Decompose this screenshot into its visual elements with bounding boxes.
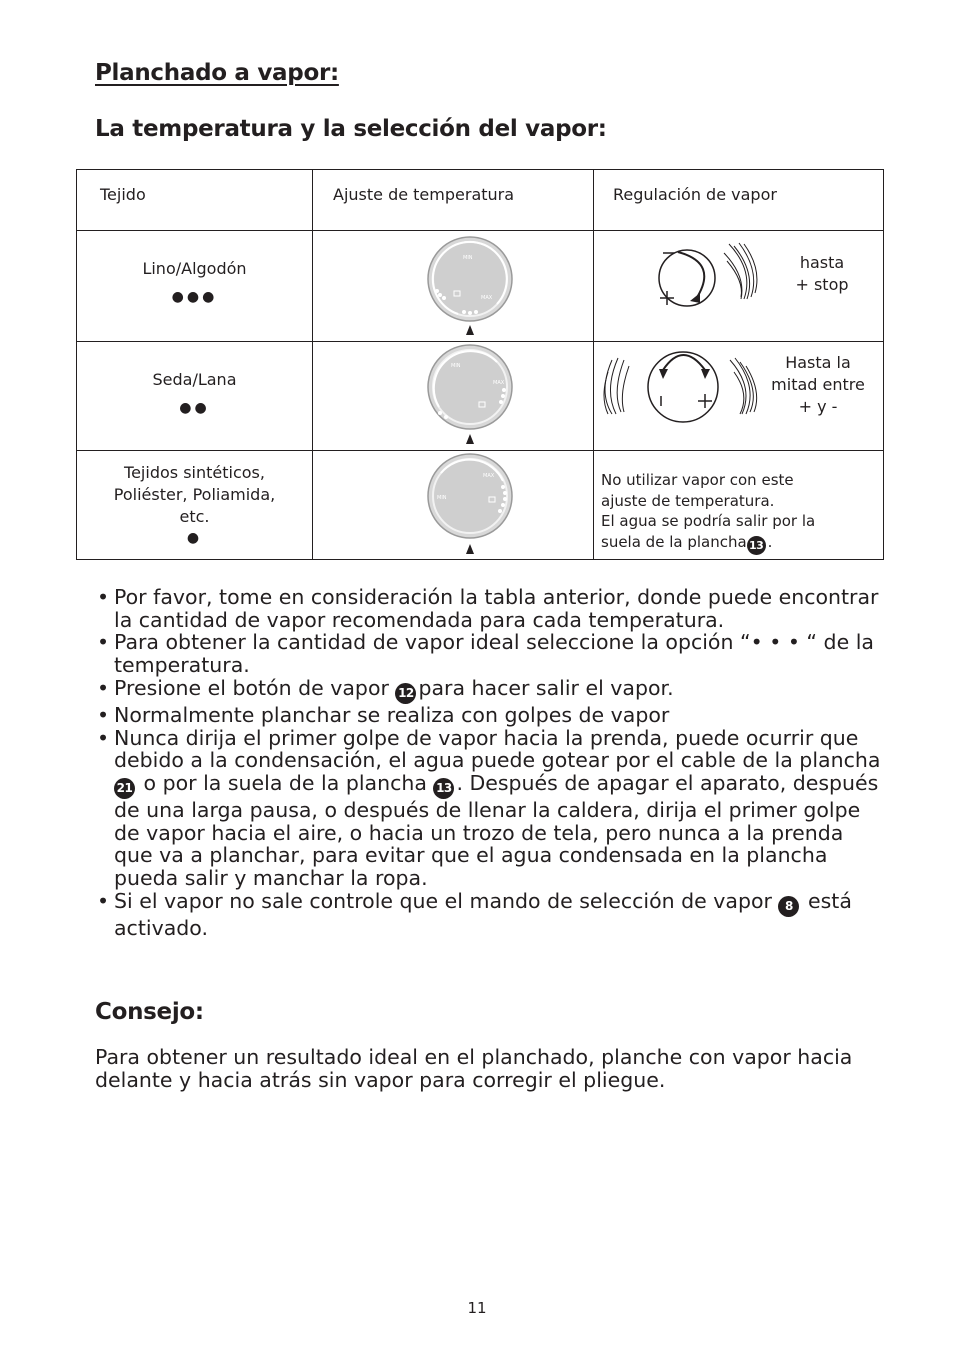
part-number-13-badge: 13 (747, 536, 766, 555)
section-title-steam: Planchado a vapor: (95, 60, 339, 86)
part-number-8-badge: 8 (778, 896, 799, 917)
fabric-label: Tejidos sintéticos, Poliéster, Poliamida, etc. (113, 463, 276, 526)
steam-cell-medium (594, 342, 884, 451)
list-item: • Nunca dirija el primer golpe de vapor hacia la prenda, puede ocurrir que debido a la condensación, el agua puede gotear por el cable de la plancha 21 o por la suela de la plancha 13 . Después de apagar el aparato, después de una larga pausa, o después de llenar la caldera, dirija el primer golpe de vapor hacia el aire, o hacia un trozo de tela, pero nunca a la prenda que va a planchar, para evitar que el agua condensada en la plancha pueda salir y manchar la ropa. (97, 727, 887, 890)
steam-instruction: hasta + stop (795, 253, 849, 294)
temperature-dial-icon (313, 231, 594, 342)
temperature-dots: ●●● (171, 289, 218, 305)
temperature-dots: ● (186, 530, 203, 546)
tip-text: Para obtener un resultado ideal en el planchado, planche con vapor hacia delante y hacia atrás sin vapor para corregir el pliegue. (95, 1045, 853, 1092)
dial-pointer-icon (466, 325, 474, 335)
list-item: • Presione el botón de vapor 12 para hacer salir el vapor. (97, 677, 887, 704)
dial-cell-medium (313, 342, 594, 451)
header-fabric: Tejido (77, 170, 313, 231)
part-number-12-badge: 12 (395, 683, 416, 704)
dial-min-label: MIN (463, 255, 473, 261)
dial-pointer-icon (466, 544, 474, 554)
dial-pointer-icon (466, 434, 474, 444)
steam-cell-min (594, 451, 884, 560)
list-item: • Normalmente planchar se realiza con golpes de vapor (97, 704, 887, 727)
list-item: • Para obtener la cantidad de vapor ideal seleccione la opción “• • • “ de la temperatura. (97, 631, 887, 676)
dial-max-label: MAX (481, 295, 493, 301)
fabric-label: Seda/Lana (152, 370, 237, 389)
dial-cell-max (313, 231, 594, 342)
header-temperature: Ajuste de temperatura (313, 170, 594, 231)
instructions-list (97, 586, 887, 939)
dial-cell-min (313, 451, 594, 560)
page-number: 11 (467, 1299, 487, 1317)
dial-min-label: MIN (451, 363, 461, 369)
temperature-dots: ●● (179, 400, 210, 416)
part-number-13-badge: 13 (433, 778, 454, 799)
temperature-dial-icon (313, 451, 594, 560)
dial-max-label: MAX (483, 473, 495, 479)
part-number-21-badge: 21 (114, 778, 135, 799)
temperature-dial-icon (313, 342, 594, 451)
temperature-steam-table (76, 169, 884, 560)
dial-max-label: MAX (493, 380, 505, 386)
fabric-cell-synthetic (77, 451, 313, 560)
dial-min-label: MIN (437, 495, 447, 501)
fabric-cell-silk (77, 342, 313, 451)
list-item: • Si el vapor no sale controle que el mando de selección de vapor 8 está activado. (97, 890, 887, 940)
header-steam: Regulación de vapor (594, 170, 884, 231)
steam-cell-max (594, 231, 884, 342)
fabric-label: Lino/Algodón (142, 259, 247, 278)
section-title-temperature: La temperatura y la selección del vapor: (95, 116, 607, 142)
steam-warning-note: No utilizar vapor con este ajuste de temperatura. El agua se podría salir por la suela de la plancha 13 . (601, 470, 815, 555)
fabric-cell-linen (77, 231, 313, 342)
list-item: • Por favor, tome en consideración la tabla anterior, donde puede encontrar la cantidad de vapor recomendada para cada temperatura. (97, 586, 887, 631)
tip-title: Consejo: (95, 999, 204, 1025)
steam-instruction: Hasta la mitad entre + y - (771, 353, 865, 416)
